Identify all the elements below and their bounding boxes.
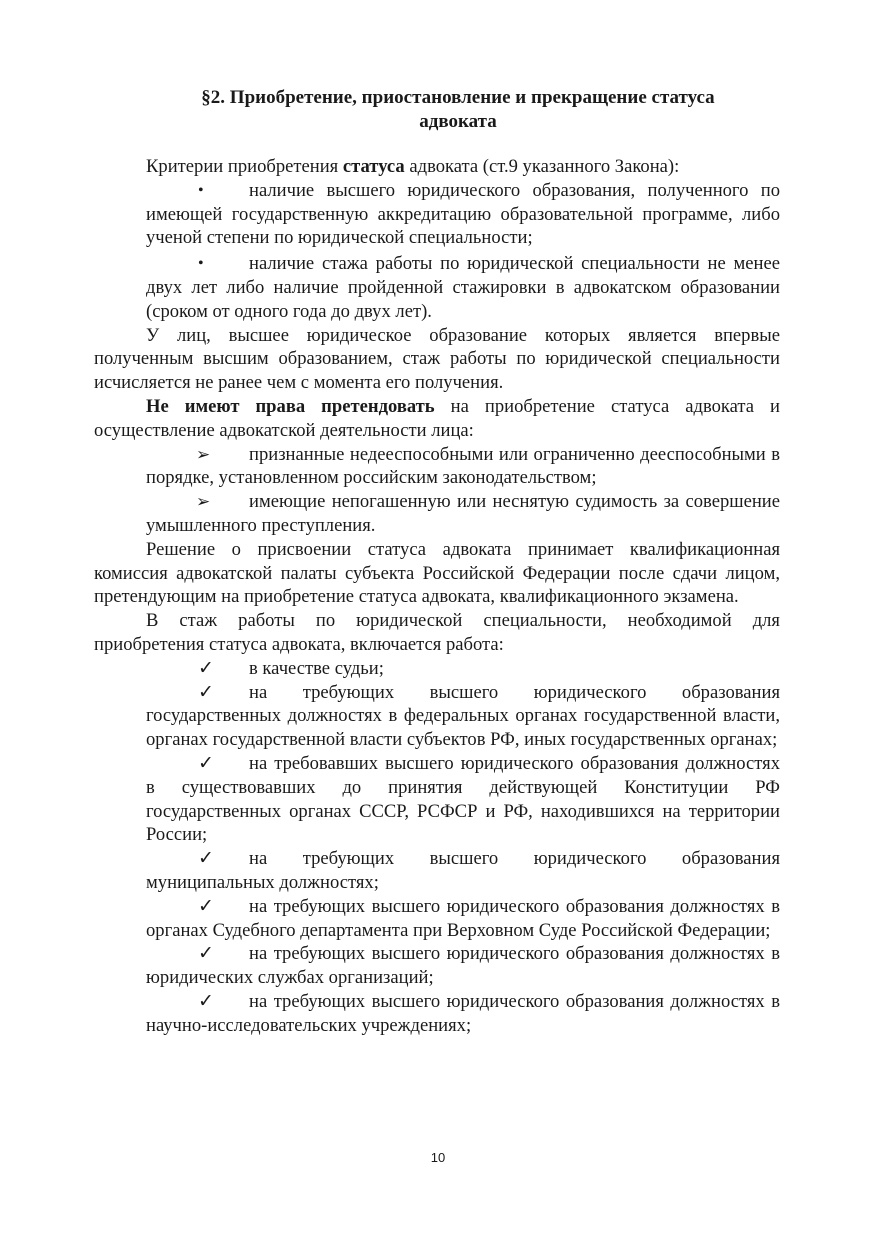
experience-item: ✓ на требующих высшего юридического образования должностях в научно-исследовательских учреждениях; <box>146 989 780 1036</box>
experience-item: ✓ на требующих высшего юридического образования должностях в юридических службах организаций; <box>146 942 780 989</box>
checkmark-icon: ✓ <box>198 751 214 774</box>
bullet-icon: • <box>198 181 204 199</box>
arrow-bullet-icon: ➢ <box>196 444 211 464</box>
experience-item: ✓ на требовавших высшего юридического образования должностях в существовавших до принятия действующей Конституции РФ государственных органах СССР, РСФСР и РФ, находившихся на территории России; <box>146 751 780 846</box>
no-right-bold: Не имеют права претендовать <box>146 395 435 417</box>
arrow-bullet-icon: ➢ <box>196 492 211 512</box>
checkmark-icon: ✓ <box>198 989 214 1012</box>
criteria-intro: Критерии приобретения статуса адвоката (ст.9 указанного Закона): <box>146 156 680 177</box>
checkmark-icon: ✓ <box>198 656 214 679</box>
checkmark-icon: ✓ <box>198 847 214 870</box>
checkmark-icon: ✓ <box>198 680 214 703</box>
document-body <box>94 155 780 1037</box>
section-heading-line-1: §2. Приобретение, приостановление и прекращение статуса <box>201 87 715 108</box>
section-heading <box>150 86 766 134</box>
first-education-paragraph: У лиц, высшее юридическое образование которых является впервые полученным высшим образованием, стаж работы по юридической специальности исчисляется не ранее чем с момента его получения. <box>94 324 780 394</box>
section-heading-line-2: адвоката <box>419 111 497 132</box>
experience-item: ✓ на требующих высшего юридического образования муниципальных должностях; <box>146 847 780 893</box>
no-right-item: ➢ признанные недееспособными или ограниченно дееспособными в порядке, установленном российским законодательством; <box>146 443 780 489</box>
decision-paragraph: Решение о присвоении статуса адвоката принимает квалификационная комиссия адвокатской палаты субъекта Российской Федерации после сдачи лицом, претендующим на приобретение статуса адвоката, квалификационного экзамена. <box>94 538 780 608</box>
criteria-intro-bold: статуса <box>342 156 405 177</box>
criteria-item: • наличие стажа работы по юридической специальности не менее двух лет либо наличие пройденной стажировки в адвокатском образовании (сроком от одного года до двух лет). <box>146 253 780 322</box>
experience-item: ✓ в качестве судьи; <box>198 656 384 679</box>
experience-intro: В стаж работы по юридической специальности, необходимой для приобретения статуса адвоката, включается работа: <box>94 610 780 655</box>
page-number: 10 <box>430 1150 446 1165</box>
bullet-icon: • <box>198 255 204 273</box>
checkmark-icon: ✓ <box>198 942 214 965</box>
experience-item: ✓ на требующих высшего юридического образования должностях в органах Судебного департамента при Верховном Суде Российской Федерации; <box>146 894 780 941</box>
experience-item: ✓ на требующих высшего юридического образования государственных должностях в федеральных органах государственной власти, органах государственной власти субъектов РФ, иных государственных органах; <box>146 680 780 751</box>
criteria-item: • наличие высшего юридического образования, полученного по имеющей государственную аккредитацию образовательной программе, либо ученой степени по юридической специальности; <box>146 179 780 249</box>
no-right-intro: Не имеют права претендовать на приобретение статуса адвоката и осуществление адвокатской деятельности лица: <box>94 395 780 441</box>
checkmark-icon: ✓ <box>198 894 214 917</box>
no-right-item: ➢ имеющие непогашенную или неснятую судимость за совершение умышленного преступления. <box>146 491 780 536</box>
